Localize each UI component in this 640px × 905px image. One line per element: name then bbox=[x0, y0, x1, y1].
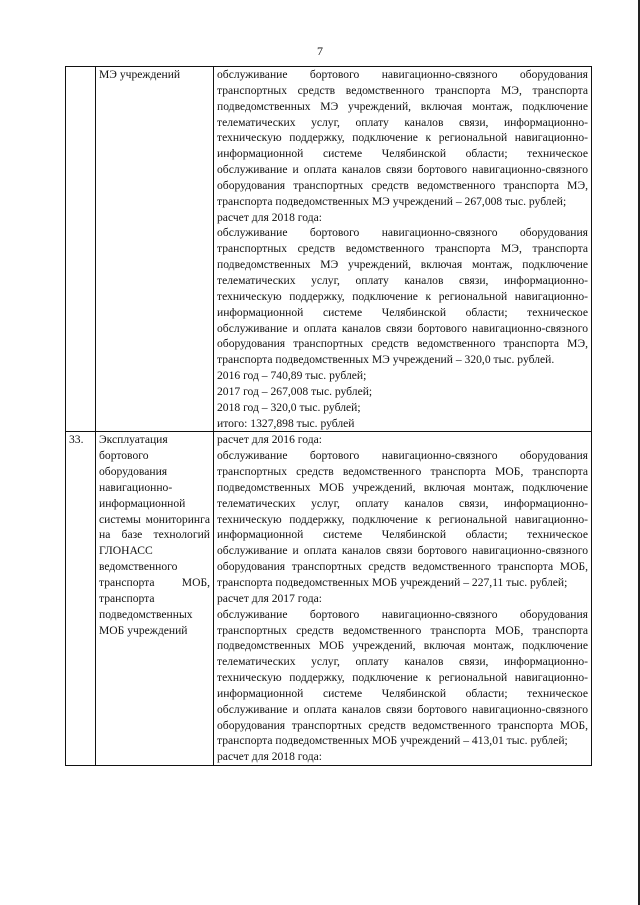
grand-total-line: итого: 1327,898 тыс. рублей bbox=[217, 416, 355, 430]
table-row bbox=[66, 432, 592, 766]
calculation-cell bbox=[214, 432, 592, 766]
page-number: 7 bbox=[317, 44, 323, 58]
calculation-paragraph: обслуживание бортового навигационно-связного оборудования транспортных средств ведомственного транспорта МЭ, транспорта подведомственных МЭ учреждений, включая монтаж, подключение телематических услуг, оплату каналов связи, информационно-техническую поддержку, подключение к региональной навигационно-информационной системе Челябинской области; техническое обслуживание и оплата каналов связи бортового навигационно-связного оборудования транспортных средств ведомственного транспорта МЭ, транспорта подведомственных МЭ учреждений – 320,0 тыс. рублей. bbox=[217, 226, 588, 367]
document-table bbox=[65, 66, 592, 766]
calculation-paragraph: обслуживание бортового навигационно-связного оборудования транспортных средств ведомственного транспорта МОБ, транспорта подведомственных МОБ учреждений, включая монтаж, подключение телематических услуг, оплату каналов связи, информационно-техническую поддержку, подключение к региональной навигационно-информационной системе Челябинской области; техническое обслуживание и оплата каналов связи бортового навигационно-связного оборудования транспортных средств ведомственного транспорта МОБ, транспорта подведомственных МОБ учреждений – 227,11 тыс. рублей; bbox=[217, 449, 588, 589]
calculation-paragraph: обслуживание бортового навигационно-связного оборудования транспортных средств ведомственного транспорта МОБ, транспорта подведомственных МОБ учреждений, включая монтаж, подключение телематических услуг, оплату каналов связи, информационно-техническую поддержку, подключение к региональной навигационно-информационной системе Челябинской области; техническое обслуживание и оплата каналов связи бортового навигационно-связного оборудования транспортных средств ведомственного транспорта МОБ, транспорта подведомственных МОБ учреждений – 413,01 тыс. рублей; bbox=[217, 607, 588, 748]
row-number-cell: 33. bbox=[66, 432, 96, 766]
calculation-paragraph: обслуживание бортового навигационно-связного оборудования транспортных средств ведомственного транспорта МЭ, транспорта подведомственных МЭ учреждений, включая монтаж, подключение телематических услуг, оплату каналов связи, информационно-техническую поддержку, подключение к региональной навигационно-информационной системе Челябинской области; техническое обслуживание и оплата каналов связи бортового навигационно-связного оборудования транспортных средств ведомственного транспорта МЭ, транспорта подведомственных МЭ учреждений – 267,008 тыс. рублей; bbox=[217, 68, 588, 208]
calculation-year-heading: расчет для 2016 года: bbox=[217, 433, 322, 447]
activity-name-cell: Эксплуатация бортового оборудования навигационно-информационной системы мониторинга на базе технологий ГЛОНАСС ведомственного транспорта МОБ, транспорта подведомственных МОБ учреждений bbox=[96, 432, 214, 766]
row-number-cell bbox=[66, 67, 96, 432]
calculation-year-heading: расчет для 2018 года: bbox=[217, 750, 322, 764]
calculation-cell bbox=[214, 67, 592, 432]
year-total-line: 2018 год – 320,0 тыс. рублей; bbox=[217, 400, 361, 414]
activity-name-cell: МЭ учреждений bbox=[96, 67, 214, 432]
year-total-line: 2016 год – 740,89 тыс. рублей; bbox=[217, 369, 367, 383]
calculation-year-heading: расчет для 2017 года: bbox=[217, 591, 322, 605]
year-total-line: 2017 год – 267,008 тыс. рублей; bbox=[217, 384, 373, 398]
table-row bbox=[66, 67, 592, 432]
calculation-year-heading: расчет для 2018 года: bbox=[217, 210, 322, 224]
